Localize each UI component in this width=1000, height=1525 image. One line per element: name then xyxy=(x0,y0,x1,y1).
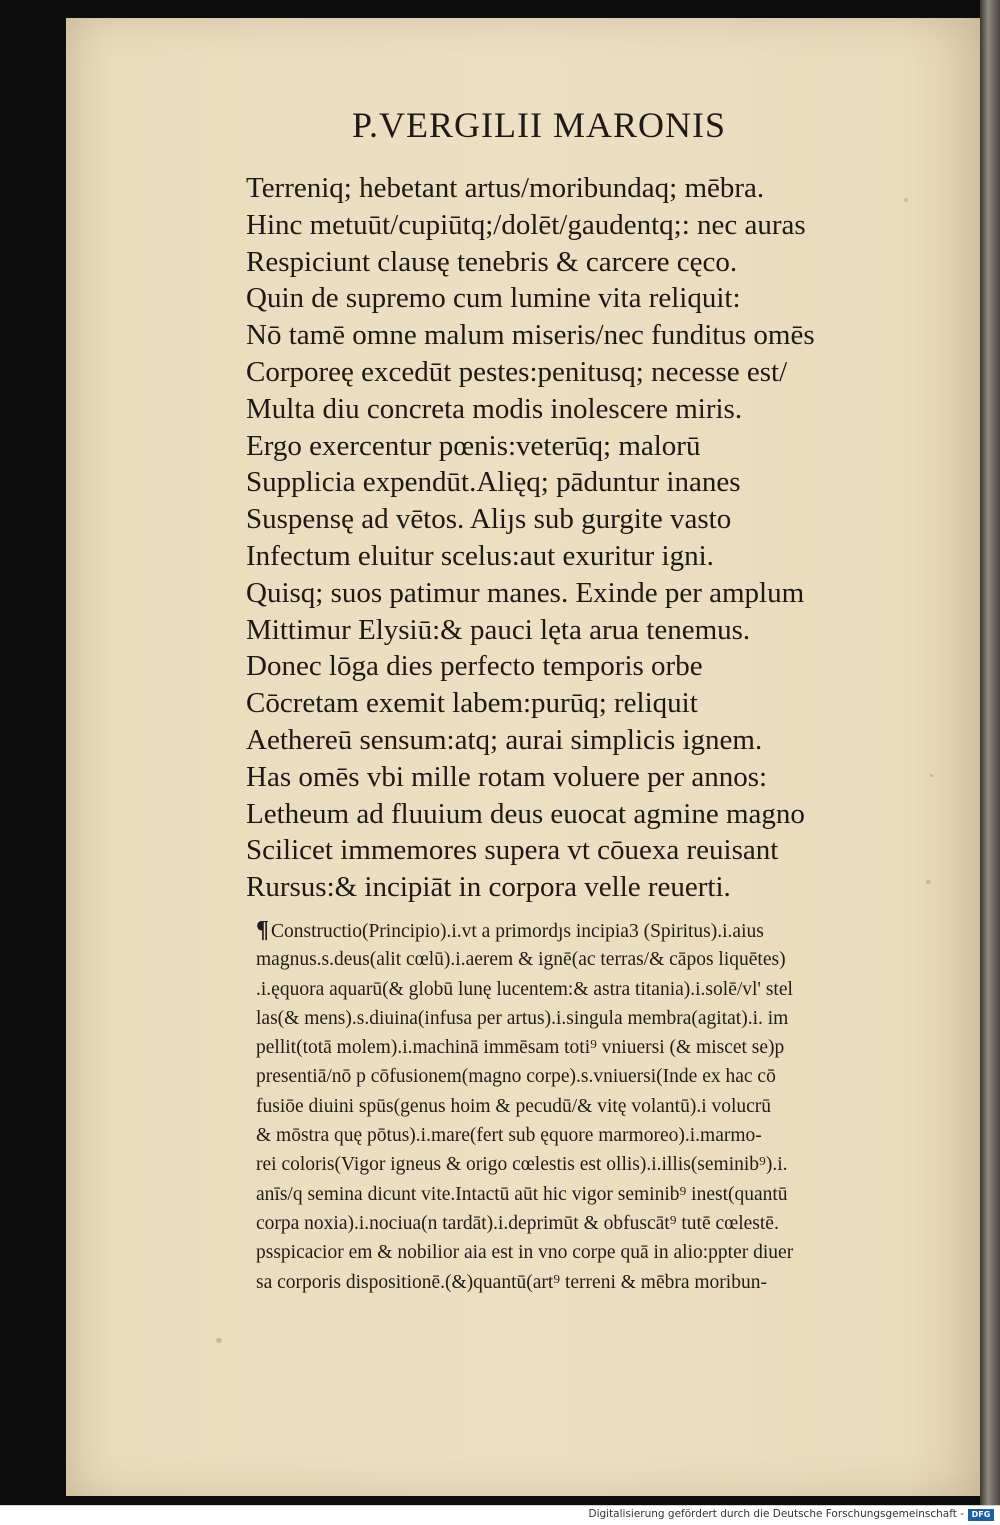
verse-line: Corporeę excedūt pestes:penitusq; necesse est/ xyxy=(246,355,788,388)
commentary-block xyxy=(256,916,961,1297)
commentary-text: Constructio(Principio).i.vt a primordȷs incipia3 (Spiritus).i.aius xyxy=(270,921,764,942)
verse-line: Infectum eluitur scelus:aut exuritur igni. xyxy=(246,539,714,572)
commentary-line: magnus.s.deus(alit cœlū).i.aerem & ignē(ac terras/& cāpos liquētes) xyxy=(256,949,786,971)
verse-line: Suspensę ad vētos. Aliȷs sub gurgite vasto xyxy=(246,503,732,536)
running-title: P.VERGILII MARONIS xyxy=(352,105,727,145)
footer-bar xyxy=(0,1505,1000,1525)
verse-line: Scilicet immemores supera vt cōuexa reuisant xyxy=(246,834,779,867)
commentary-line: presentiā/nō p cōfusionem(magno corpe).s.vniuersi(Inde ex hac cō xyxy=(256,1066,776,1088)
commentary-line: corpa noxia).i.nociua(n tardāt).i.deprimūt & obfuscāt⁹ tutē cœlestē. xyxy=(256,1212,779,1234)
verse-line: Ergo exercentur pœnis:veterūq; malorū xyxy=(246,429,701,462)
verse-line: Quisq; suos patimur manes. Exinde per amplum xyxy=(246,576,805,609)
commentary-line: .i.ęquora aquarū(& globū lunę lucentem:& astra titania).i.solē/vl' stel xyxy=(256,978,793,1000)
verse-line: Terreniq; hebetant artus/moribundaq; mēbra. xyxy=(246,172,765,204)
verse-line: Nō tamē omne malum miseris/nec funditus omēs xyxy=(246,319,815,352)
commentary-line: fusiōe diuini spūs(genus hoim & pecudū/& vitę volantū).i volucrū xyxy=(256,1095,772,1117)
verse-line: Hinc metuūt/cupiūtq;/dolēt/gaudentq;: nec auras xyxy=(246,208,806,241)
verse-line: Rursus:& incipiāt in corpora velle reuerti. xyxy=(246,871,731,904)
verse-line: Letheum ad fluuium deus euocat agmine magno xyxy=(246,797,805,830)
verse-line: Multa diu concreta modis inolescere miris. xyxy=(246,392,743,425)
verse-line: Donec lōga dies perfecto temporis orbe xyxy=(246,650,703,683)
verse-line: Supplicia expendūt.Alięq; pāduntur inanes xyxy=(246,466,741,499)
verse-block xyxy=(246,170,961,906)
paper-stain xyxy=(216,1338,222,1343)
commentary-line: las(& mens).s.diuina(infusa per artus).i.singula membra(agitat).i. im xyxy=(256,1007,789,1029)
verse-line: Aethereū sensum:atq; aurai simplicis ignem. xyxy=(246,723,763,756)
verse-line: Quin de supremo cum lumine vita reliquit: xyxy=(246,282,741,315)
dfg-logo-icon: DFG xyxy=(968,1509,994,1521)
commentary-line: & mōstra quę pōtus).i.mare(fert sub ęquore marmoreo).i.marmo- xyxy=(256,1125,762,1147)
commentary-line: rei coloris(Vigor igneus & origo cœlestis est ollis).i.illis(seminib⁹).i. xyxy=(256,1154,788,1176)
commentary-line: anīs/q semina dicunt vite.Intactū aūt hic vigor seminib⁹ inest(quantū xyxy=(256,1183,788,1205)
verse-line: Respiciunt clausę tenebris & carcere cęco. xyxy=(246,245,738,278)
verse-line: Mittimur Elysiū:& pauci lęta arua tenemus. xyxy=(246,613,751,646)
verse-line: Has omēs vbi mille rotam voluere per annos: xyxy=(246,760,768,793)
binding-gutter xyxy=(980,0,1000,1505)
pilcrow-mark: ¶ xyxy=(256,917,269,943)
commentary-line: psspicacior em & nobilior aia est in vno corpe quā in alio:ppter diuer xyxy=(256,1242,794,1264)
commentary-line: pellit(totā molem).i.machinā immēsam toti⁹ vniuersi (& miscet se)p xyxy=(256,1037,785,1059)
verse-line: Cōcretam exemit labem:purūq; reliquit xyxy=(246,687,698,720)
commentary-line: sa corporis dispositionē.(&)quantū(art⁹ terreni & mēbra moribun- xyxy=(256,1271,767,1293)
funding-credit: Digitalisierung gefördert durch die Deutsche Forschungsgemeinschaft - xyxy=(588,1508,964,1520)
commentary-line xyxy=(256,916,961,945)
